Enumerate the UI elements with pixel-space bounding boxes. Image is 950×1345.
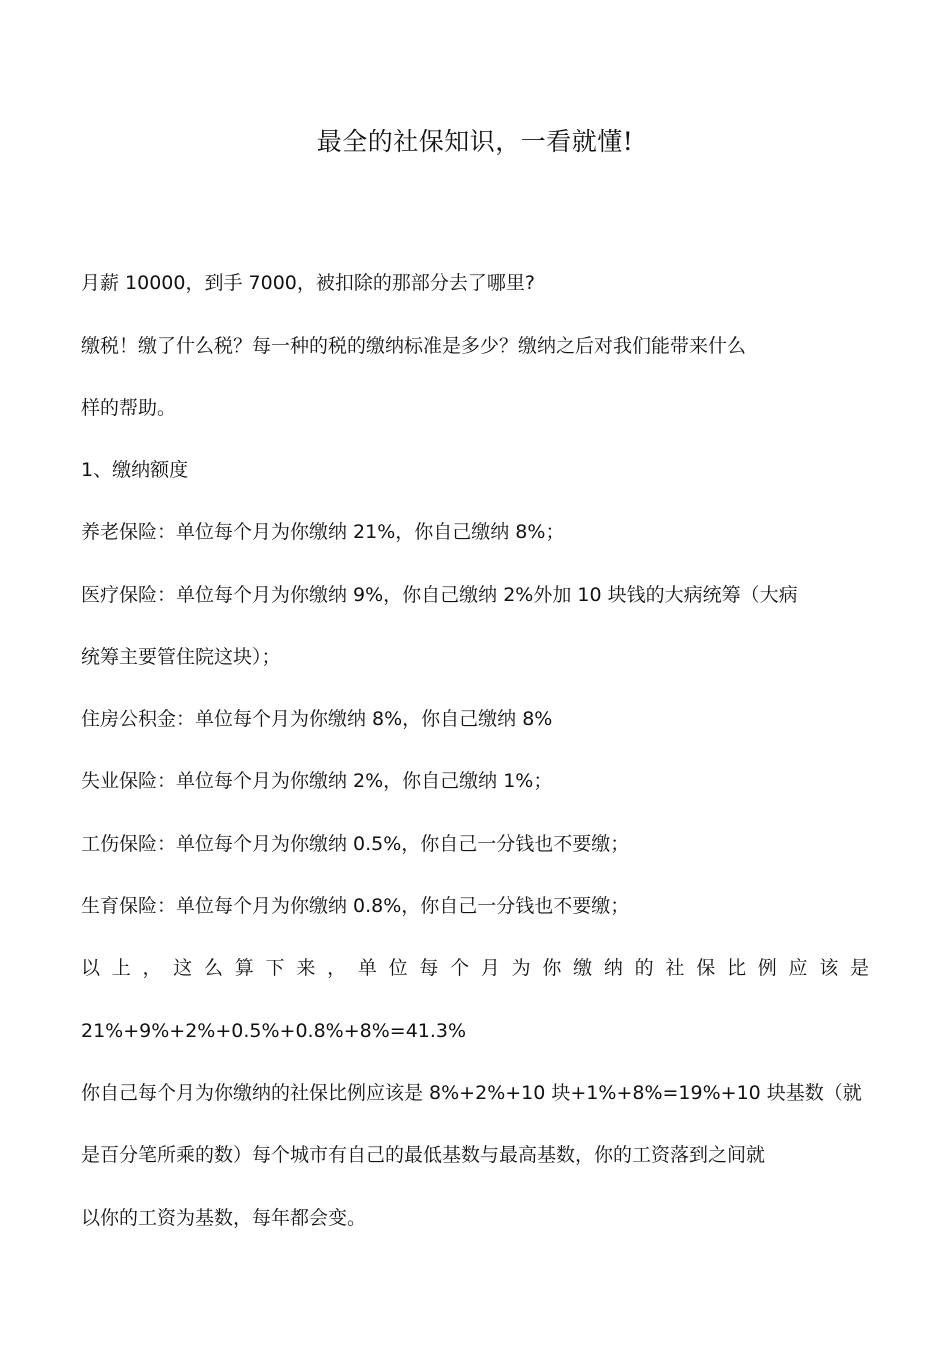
section-heading: 1、缴纳额度 xyxy=(81,459,189,481)
medical-insurance-line-cont: 统筹主要管住院这块）； xyxy=(81,646,281,668)
base-explanation-line: 是百分笔所乘的数）每个城市有自己的最低基数与最高基数，你的工资落到之间就 xyxy=(81,1144,766,1166)
medical-insurance-line: 医疗保险：单位每个月为你缴纳 9%，你自己缴纳 2%外加 10 块钱的大病统筹（大病 xyxy=(81,584,798,606)
summary-line: 以上，这么算下来，单位每个月为你缴纳的社保比例应该是 xyxy=(81,957,871,979)
employer-total-formula: 21%+9%+2%+0.5%+0.8%+8%=41.3% xyxy=(81,1020,467,1042)
base-explanation-line-end: 以你的工资为基数，每年都会变。 xyxy=(81,1207,367,1229)
paragraph-line-3: 样的帮助。 xyxy=(81,397,177,419)
paragraph-line-1: 月薪 10000，到手 7000，被扣除的那部分去了哪里? xyxy=(81,272,535,294)
maternity-insurance-line: 生育保险：单位每个月为你缴纳 0.8%，你自己一分钱也不要缴； xyxy=(81,895,630,917)
paragraph-line-2: 缴税！缴了什么税？每一种的税的缴纳标准是多少？缴纳之后对我们能带来什么 xyxy=(81,335,747,357)
injury-insurance-line: 工伤保险：单位每个月为你缴纳 0.5%，你自己一分钱也不要缴； xyxy=(81,833,630,855)
pension-insurance-line: 养老保险：单位每个月为你缴纳 21%，你自己缴纳 8%； xyxy=(81,521,565,543)
employee-total-formula: 你自己每个月为你缴纳的社保比例应该是 8%+2%+10 块+1%+8%=19%+10 块基数（就 xyxy=(81,1082,862,1104)
document-title: 最全的社保知识，一看就懂! xyxy=(316,127,634,156)
unemployment-insurance-line: 失业保险：单位每个月为你缴纳 2%，你自己缴纳 1%； xyxy=(81,770,553,792)
housing-fund-line: 住房公积金：单位每个月为你缴纳 8%，你自己缴纳 8% xyxy=(81,708,553,730)
